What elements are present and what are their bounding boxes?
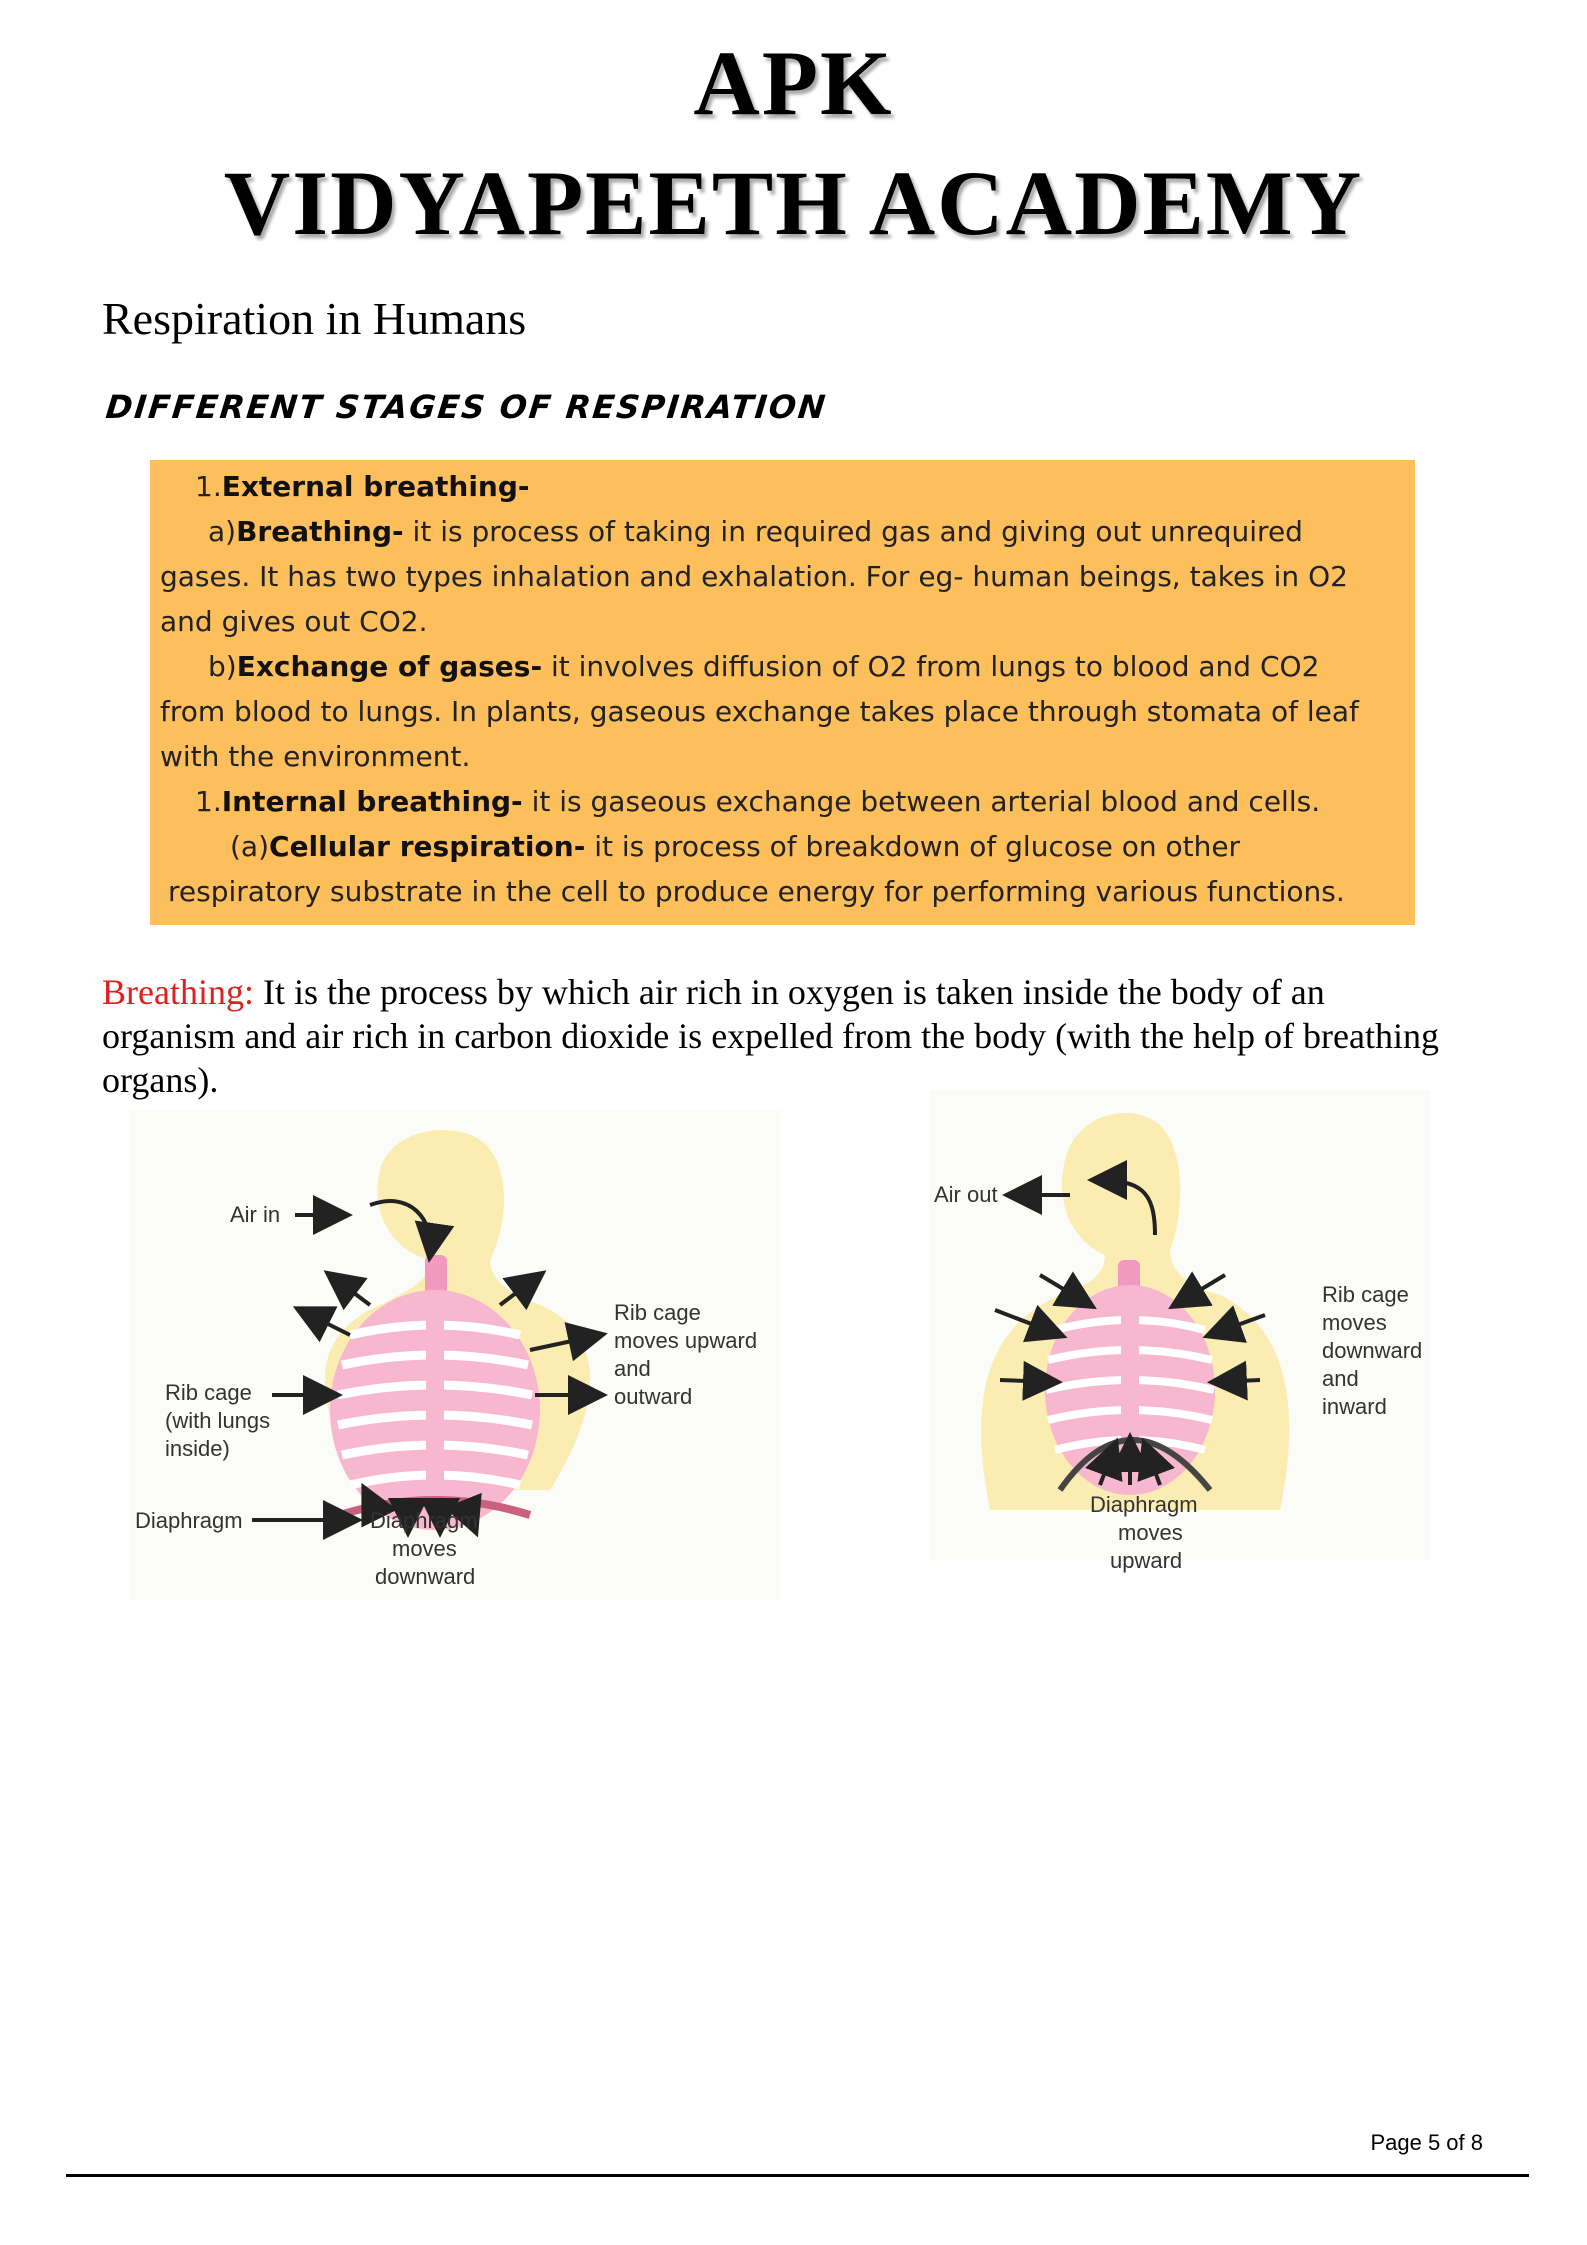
breathing-term: Breathing: <box>102 972 254 1012</box>
diaphragm-label: Diaphragm <box>135 1508 243 1533</box>
dia-down-label-2: moves <box>392 1536 457 1561</box>
box-line-3: gases. It has two types inhalation and exhalation. For eg- human beings, takes in O2 <box>160 560 1348 593</box>
box-line-2: a)Breathing- it is process of taking in required gas and giving out unrequired <box>208 515 1303 548</box>
rib-down-label-3: downward <box>1322 1338 1423 1363</box>
breathing-definition <box>102 970 1462 1102</box>
rib-up-label-4: outward <box>614 1384 693 1409</box>
rib-up-label-3: and <box>614 1356 651 1381</box>
rib-cage-label-2: (with lungs <box>165 1408 271 1433</box>
box-line-4: and gives out CO2. <box>160 605 428 638</box>
dia-down-label-3: downward <box>375 1564 476 1589</box>
section-title: Respiration in Humans <box>102 293 527 344</box>
box-line-1: 1.External breathing- <box>195 470 530 503</box>
box-line-9: (a)Cellular respiration- it is process of breakdown of glucose on other <box>230 830 1241 863</box>
inhalation-figure <box>130 1110 780 1600</box>
subtitle: DIFFERENT STAGES OF RESPIRATION <box>104 388 829 426</box>
rib-up-label-1: Rib cage <box>614 1300 701 1325</box>
breathing-text: It is the process by which air rich in oxygen is taken inside the body of an organism and air rich in carbon dioxide is expelled from the body (with the help of breathing organs). <box>102 972 1439 1100</box>
dia-down-label-1: Diaphragm <box>370 1508 478 1533</box>
air-out-label: Air out <box>934 1182 998 1207</box>
dia-up-label-1: Diaphragm <box>1090 1492 1198 1517</box>
page-number: Page 5 of 8 <box>1370 2130 1483 2155</box>
box-line-8: 1.Internal breathing- it is gaseous exchange between arterial blood and cells. <box>195 785 1321 818</box>
air-in-label: Air in <box>230 1202 281 1227</box>
box-line-5: b)Exchange of gases- it involves diffusion of O2 from lungs to blood and CO2 <box>208 650 1320 683</box>
dia-up-label-3: upward <box>1110 1548 1183 1573</box>
rib-cage-label-3: inside) <box>165 1436 230 1461</box>
exhalation-figure <box>930 1090 1430 1573</box>
academy-title-line1: APK <box>693 32 894 134</box>
stages-box <box>150 460 1415 925</box>
academy-title-line2: VIDYAPEETH ACADEMY <box>223 152 1364 254</box>
box-line-6: from blood to lungs. In plants, gaseous exchange takes place through stomata of leaf <box>160 695 1359 728</box>
dia-up-label-2: moves <box>1118 1520 1183 1545</box>
rib-down-label-2: moves <box>1322 1310 1387 1335</box>
rib-down-label-5: inward <box>1322 1394 1387 1419</box>
footer-rule <box>66 2174 1529 2177</box>
box-line-7: with the environment. <box>160 740 471 773</box>
box-line-10: respiratory substrate in the cell to produce energy for performing various functions. <box>168 875 1345 908</box>
rib-up-label-2: moves upward <box>614 1328 758 1353</box>
rib-down-label-4: and <box>1322 1366 1359 1391</box>
rib-cage-label-1: Rib cage <box>165 1380 252 1405</box>
rib-down-label-1: Rib cage <box>1322 1282 1409 1307</box>
